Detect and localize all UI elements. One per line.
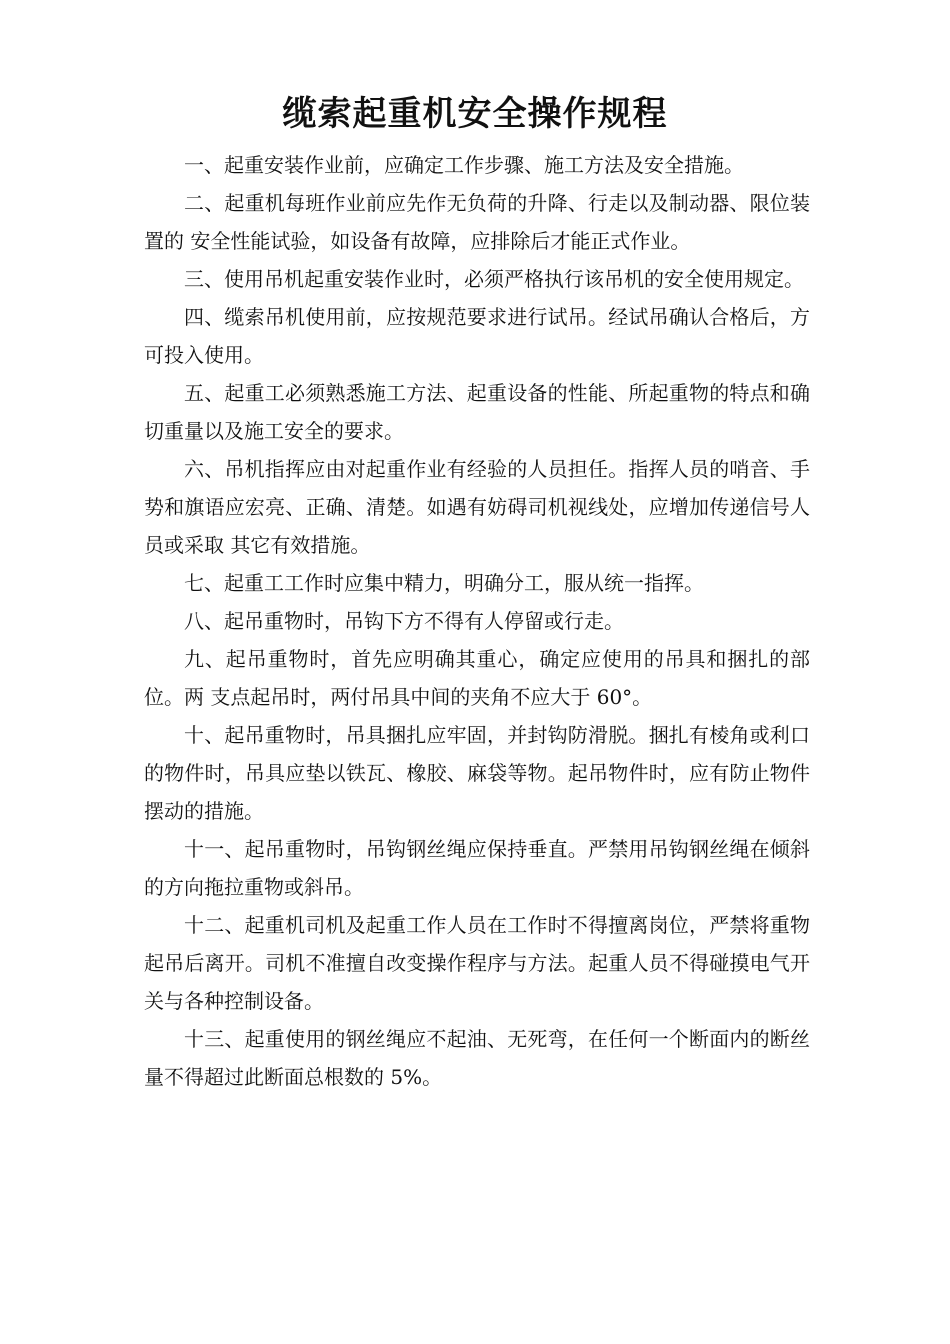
paragraph-8: 八、起吊重物时，吊钩下方不得有人停留或行走。 xyxy=(184,609,624,633)
paragraph-13: 十三、起重使用的钢丝绳应不起油、无死弯，在任何一个断面内的断丝量不得超过此断面总根数的 5%。 xyxy=(144,1027,810,1089)
paragraph-2: 二、起重机每班作业前应先作无负荷的升降、行走以及制动器、限位装置的 安全性能试验，如设备有故障，应排除后才能正式作业。 xyxy=(144,191,810,253)
paragraph-11: 十一、起吊重物时，吊钩钢丝绳应保持垂直。严禁用吊钩钢丝绳在倾斜的方向拖拉重物或斜吊。 xyxy=(144,837,810,899)
paragraph-12: 十二、起重机司机及起重工作人员在工作时不得擅离岗位，严禁将重物起吊后离开。司机不准擅自改变操作程序与方法。起重人员不得碰摸电气开关与各种控制设备。 xyxy=(144,913,810,1013)
paragraph-3: 三、使用吊机起重安装作业时，必须严格执行该吊机的安全使用规定。 xyxy=(184,267,804,291)
paragraph-7: 七、起重工工作时应集中精力，明确分工，服从统一指挥。 xyxy=(184,571,704,595)
paragraph-5: 五、起重工必须熟悉施工方法、起重设备的性能、所起重物的特点和确切重量以及施工安全的要求。 xyxy=(144,381,810,443)
document-body xyxy=(144,146,810,1096)
paragraph-6: 六、吊机指挥应由对起重作业有经验的人员担任。指挥人员的哨音、手势和旗语应宏亮、正确、清楚。如遇有妨碍司机视线处，应增加传递信号人员或采取 其它有效措施。 xyxy=(144,457,810,557)
document-title: 缆索起重机安全操作规程 xyxy=(282,94,668,134)
paragraph-4: 四、缆索吊机使用前，应按规范要求进行试吊。经试吊确认合格后，方可投入使用。 xyxy=(144,305,810,367)
paragraph-10: 十、起吊重物时，吊具捆扎应牢固，并封钩防滑脱。捆扎有棱角或利口的物件时，吊具应垫以铁瓦、橡胶、麻袋等物。起吊物件时，应有防止物件摆动的措施。 xyxy=(144,723,810,823)
paragraph-9: 九、起吊重物时，首先应明确其重心，确定应使用的吊具和捆扎的部位。两 支点起吊时，两付吊具中间的夹角不应大于 60°。 xyxy=(144,647,810,709)
paragraph-1: 一、起重安装作业前，应确定工作步骤、施工方法及安全措施。 xyxy=(184,153,744,177)
